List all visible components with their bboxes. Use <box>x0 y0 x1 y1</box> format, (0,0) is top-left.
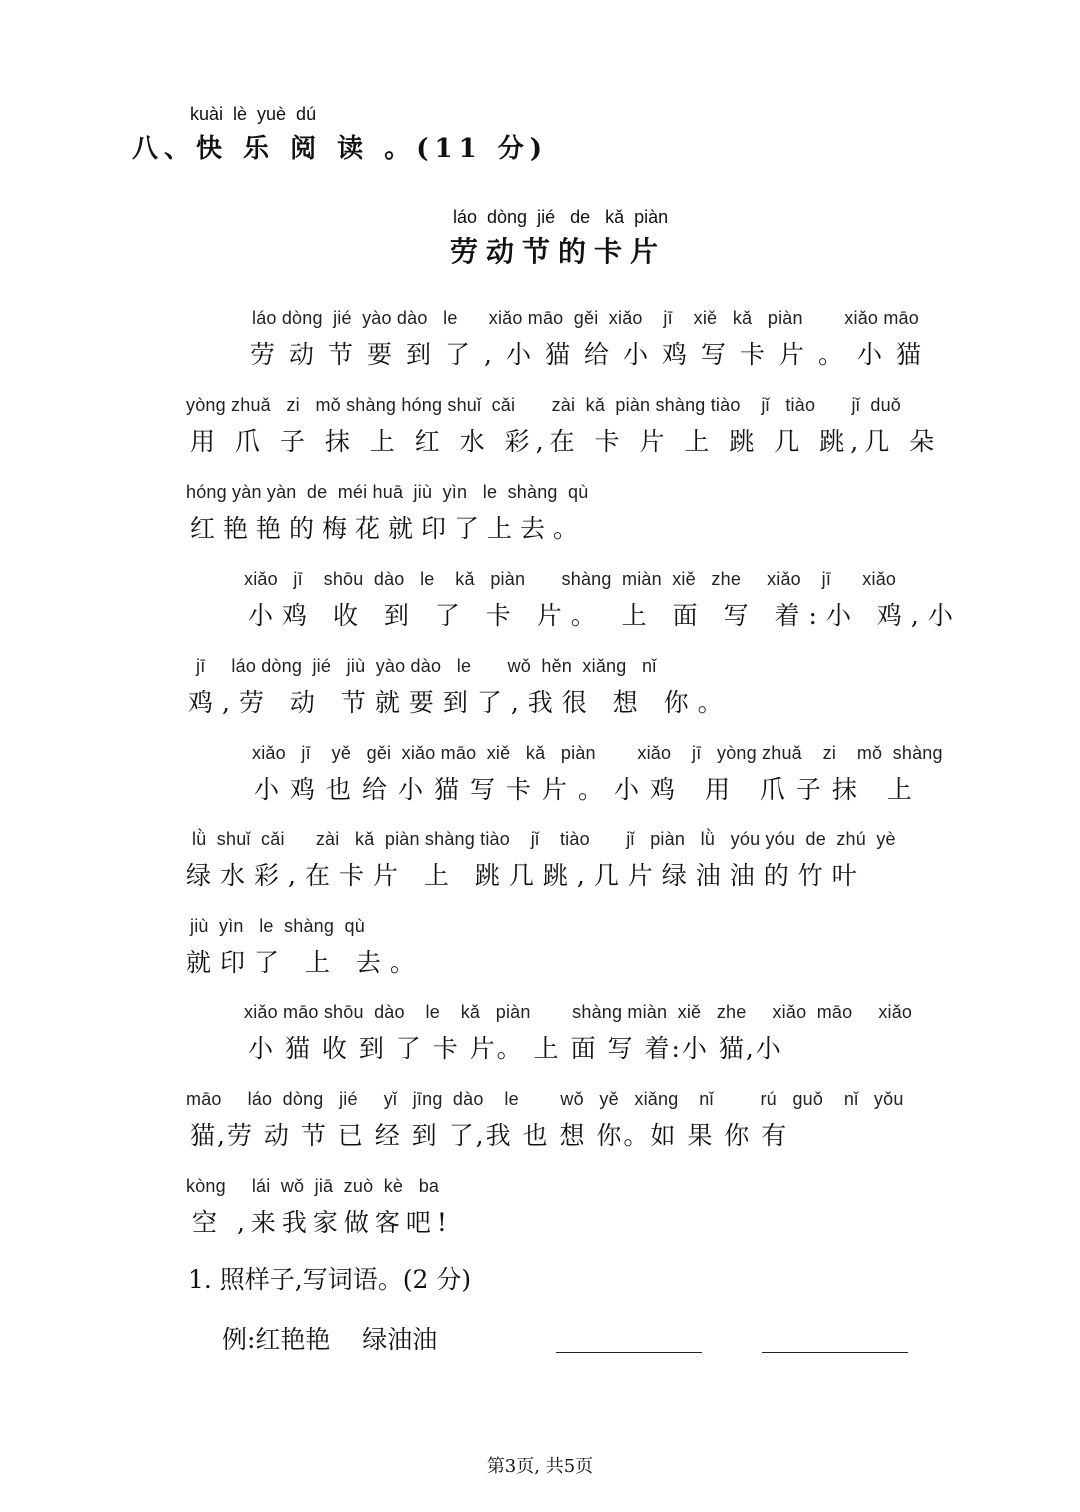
line-pinyin: láo dòng jié yào dào le xiǎo māo gěi xiǎo jī xiě kǎ piàn xiǎo māo <box>252 308 919 328</box>
article-line <box>0 482 1080 572</box>
line-text: 空 ,来我家做客吧! <box>192 1208 453 1237</box>
line-text: 小鸡也给小猫写卡片。小鸡 用 爪子抹 上 <box>254 775 923 804</box>
line-text: 劳动节要到了,小猫给小鸡写卡片。小猫 <box>250 340 935 369</box>
line-pinyin: xiǎo jī yě gěi xiǎo māo xiě kǎ piàn xiǎo jī yòng zhuǎ zi mǒ shàng <box>252 743 943 763</box>
article-line <box>0 743 1080 833</box>
article-line <box>0 829 1080 919</box>
article-title: 劳动节的卡片 <box>450 235 667 268</box>
line-text: 就印了 上 去。 <box>186 948 424 977</box>
line-pinyin: jiù yìn le shàng qù <box>190 916 365 936</box>
article-line <box>0 395 1080 485</box>
article-line <box>0 1089 1080 1179</box>
answer-blank-2[interactable] <box>762 1352 908 1353</box>
question-1: 1. 照样子,写词语。(2 分) <box>188 1265 472 1294</box>
article-title-pinyin: láo dòng jié de kǎ piàn <box>453 207 669 227</box>
line-pinyin: lǜ shuǐ cǎi zài kǎ piàn shàng tiào jǐ tiào jǐ piàn lǜ yóu yóu de zhú yè <box>192 829 896 849</box>
line-text: 红艳艳的梅花就印了上去。 <box>190 514 587 543</box>
line-text: 用 爪 子 抹 上 红 水 彩,在 卡 片 上 跳 几 跳,几 朵 <box>190 427 941 456</box>
article-line <box>0 569 1080 659</box>
line-text: 鸡,劳 动 节就要到了,我很 想 你。 <box>188 688 732 717</box>
line-pinyin: kòng lái wǒ jiā zuò kè ba <box>186 1176 440 1196</box>
line-pinyin: hóng yàn yàn de méi huā jiù yìn le shàng qù <box>186 482 589 502</box>
line-pinyin: jī láo dòng jié jiù yào dào le wǒ hěn xiǎng nǐ <box>196 656 657 676</box>
article-line <box>0 308 1080 398</box>
section-pinyin: kuài lè yuè dú <box>190 104 317 124</box>
line-text: 猫,劳 动 节 已 经 到 了,我 也 想 你。如 果 你 有 <box>190 1121 789 1150</box>
article-line <box>0 1176 1080 1266</box>
line-text: 小 猫 收 到 了 卡 片。 上 面 写 着:小 猫,小 <box>248 1034 783 1063</box>
page-footer: 第3页, 共5页 <box>486 1456 594 1477</box>
article-line <box>0 1002 1080 1092</box>
line-pinyin: yòng zhuǎ zi mǒ shàng hóng shuǐ cǎi zài kǎ piàn shàng tiào jǐ tiào jǐ duǒ <box>186 395 901 415</box>
article-line <box>0 656 1080 746</box>
line-text: 绿水彩,在卡片 上 跳几跳,几片绿油油的竹叶 <box>186 861 866 890</box>
line-pinyin: xiǎo māo shōu dào le kǎ piàn shàng miàn xiě zhe xiǎo māo xiǎo <box>244 1002 913 1022</box>
line-text: 小鸡 收 到 了 卡 片。 上 面 写 着:小 鸡,小 <box>248 601 962 630</box>
line-pinyin: māo láo dòng jié yǐ jīng dào le wǒ yě xiǎng nǐ rú guǒ nǐ yǒu <box>186 1089 904 1109</box>
section-title: 八、快 乐 阅 读 。(11 分) <box>132 134 549 164</box>
example-words: 例:红艳艳 绿油油 <box>222 1325 438 1354</box>
line-pinyin: xiǎo jī shōu dào le kǎ piàn shàng miàn xiě zhe xiǎo jī xiǎo <box>244 569 897 589</box>
article-line <box>0 916 1080 1006</box>
answer-blank-1[interactable] <box>556 1352 702 1353</box>
